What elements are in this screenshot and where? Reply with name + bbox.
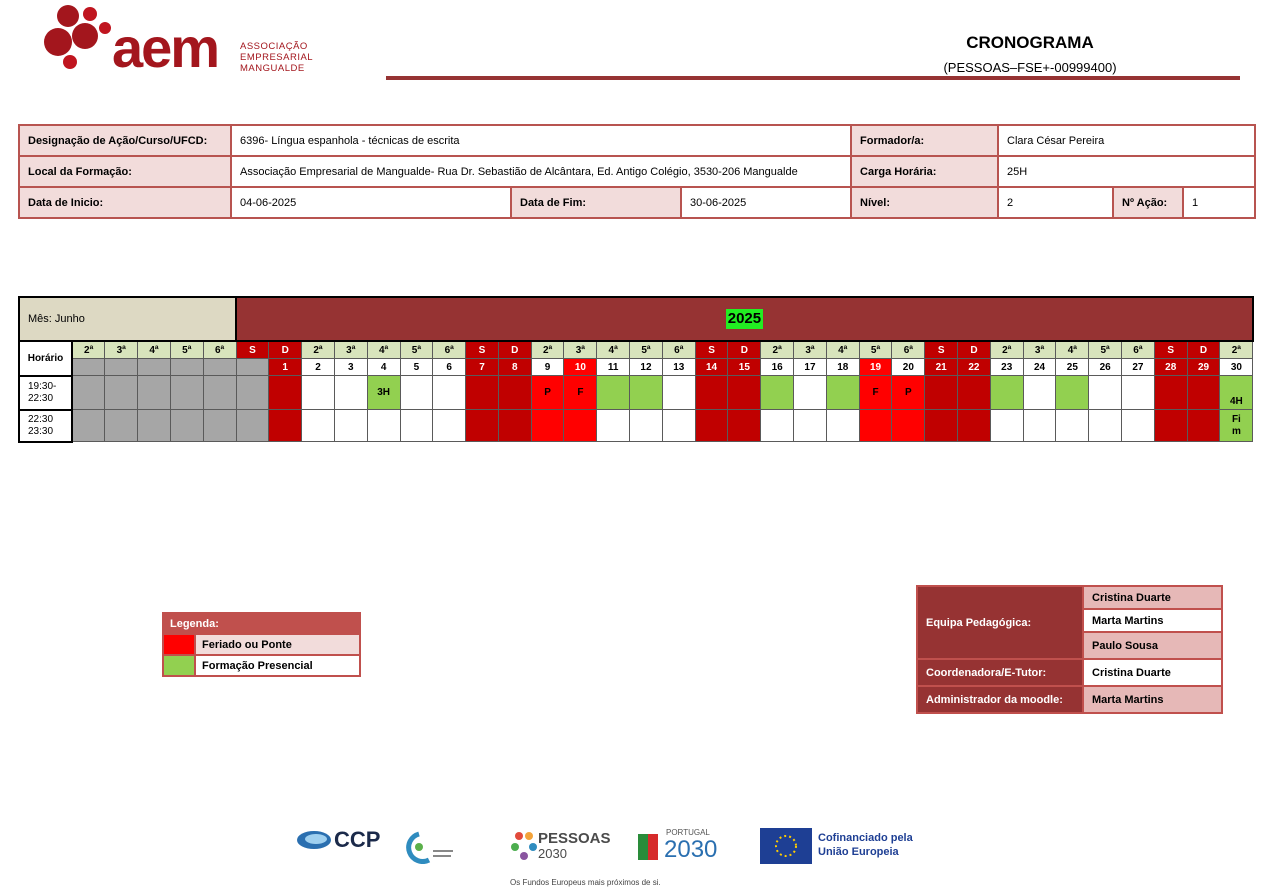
weekday-header: 2ª (302, 341, 335, 359)
weekday-header: D (269, 341, 302, 359)
slot-cell (72, 410, 105, 442)
schedule-table (18, 296, 1254, 443)
slot-cell (302, 376, 335, 410)
weekday-header: D (958, 341, 991, 359)
slot-cell (597, 410, 630, 442)
weekday-header: D (1187, 341, 1220, 359)
weekday-header: 3ª (1023, 341, 1056, 359)
day-number: 9 (531, 359, 564, 376)
slot-cell: P (531, 376, 564, 410)
weekday-header: 6ª (892, 341, 925, 359)
day-number (72, 359, 105, 376)
slot-cell (531, 410, 564, 442)
equipa-label: Equipa Pedagógica: (917, 586, 1083, 659)
weekday-header: S (466, 341, 499, 359)
year-badge: 2025 (727, 310, 762, 327)
slot-cell (367, 410, 400, 442)
weekday-header: 2ª (990, 341, 1023, 359)
coord-value: Cristina Duarte (1083, 659, 1222, 686)
admin-value: Marta Martins (1083, 686, 1222, 713)
day-number: 24 (1023, 359, 1056, 376)
slot-cell (302, 410, 335, 442)
slot-cell (269, 376, 302, 410)
day-number: 2 (302, 359, 335, 376)
day-number: 19 (859, 359, 892, 376)
day-number: 1 (269, 359, 302, 376)
slot-cell (203, 410, 236, 442)
slot-cell (990, 376, 1023, 410)
slot-cell (466, 376, 499, 410)
slot-cell (826, 410, 859, 442)
slot-cell (892, 410, 925, 442)
coord-label: Coordenadora/E-Tutor: (917, 659, 1083, 686)
equipa-member: Marta Martins (1083, 609, 1222, 632)
slot-cell (400, 410, 433, 442)
pessoas-icon (510, 828, 538, 862)
slot-cell (1187, 410, 1220, 442)
legend (162, 612, 361, 677)
legend-swatch-holiday (163, 634, 195, 655)
inicio-value: 04-06-2025 (231, 187, 511, 218)
slot-cell (925, 410, 958, 442)
eu-text-line1: Cofinanciado pela (818, 832, 913, 844)
ccp-swoosh-icon (296, 828, 332, 852)
day-number: 29 (1187, 359, 1220, 376)
slot-cell (958, 410, 991, 442)
weekday-header: 6ª (203, 341, 236, 359)
slot-cell (761, 376, 794, 410)
slot-cell (564, 410, 597, 442)
slot-cell (597, 376, 630, 410)
day-number: 22 (958, 359, 991, 376)
header-divider (386, 76, 1240, 80)
slot-cell (1056, 376, 1089, 410)
slot-cell: F (564, 376, 597, 410)
carga-label: Carga Horária: (851, 156, 998, 187)
slot-cell (728, 376, 761, 410)
legend-label-holiday: Feriado ou Ponte (195, 634, 360, 655)
weekday-header: S (695, 341, 728, 359)
weekday-header: 3ª (564, 341, 597, 359)
day-number: 25 (1056, 359, 1089, 376)
day-number: 8 (498, 359, 531, 376)
slot-cell (1023, 376, 1056, 410)
portugal-flag-icon (638, 828, 660, 862)
slot-cell: P (892, 376, 925, 410)
formador-value: Clara César Pereira (998, 125, 1255, 156)
portugal-2030-logo (638, 828, 718, 867)
equipa-member: Paulo Sousa (1083, 632, 1222, 659)
designacao-label: Designação de Ação/Curso/UFCD: (19, 125, 231, 156)
carga-value: 25H (998, 156, 1255, 187)
weekday-header: 6ª (1122, 341, 1155, 359)
portugal-label: PORTUGAL (666, 828, 710, 837)
certified-logo (403, 830, 455, 869)
slot-cell (138, 376, 171, 410)
slot-cell (72, 376, 105, 410)
day-number: 7 (466, 359, 499, 376)
designacao-value: 6396- Língua espanhola - técnicas de escrita (231, 125, 851, 156)
weekday-header: 2ª (531, 341, 564, 359)
slot-cell (138, 410, 171, 442)
day-number: 20 (892, 359, 925, 376)
ccp-text: CCP (334, 827, 381, 852)
legend-title: Legenda: (163, 613, 360, 634)
weekday-header: 5ª (170, 341, 203, 359)
slot-cell (433, 410, 466, 442)
footer-tagline: Os Fundos Europeus mais próximos de si. (510, 878, 661, 887)
weekday-header: S (1154, 341, 1187, 359)
slot-cell (1154, 410, 1187, 442)
day-number (170, 359, 203, 376)
weekday-header: 2ª (72, 341, 105, 359)
day-number: 27 (1122, 359, 1155, 376)
day-number: 3 (334, 359, 367, 376)
fim-label: Data de Fim: (511, 187, 681, 218)
local-value: Associação Empresarial de Mangualde- Rua Dr. Sebastião de Alcântara, Ed. Antigo Colégio, 3530-206 Mangualde (231, 156, 851, 187)
slot-cell (236, 410, 269, 442)
day-number (203, 359, 236, 376)
weekday-header: 3ª (105, 341, 138, 359)
slot-cell (498, 410, 531, 442)
weekday-header: 3ª (794, 341, 827, 359)
slot-cell (1122, 376, 1155, 410)
logo-wordmark: aem (112, 16, 219, 79)
day-number: 13 (662, 359, 695, 376)
day-number: 15 (728, 359, 761, 376)
nivel-value: 2 (998, 187, 1113, 218)
weekday-header: D (498, 341, 531, 359)
inicio-label: Data de Inicio: (19, 187, 231, 218)
day-number (105, 359, 138, 376)
slot-cell (728, 410, 761, 442)
acao-value: 1 (1183, 187, 1255, 218)
equipa-member: Cristina Duarte (1083, 586, 1222, 609)
slot-cell (990, 410, 1023, 442)
weekday-header: 4ª (1056, 341, 1089, 359)
weekday-header: D (728, 341, 761, 359)
slot-cell (662, 410, 695, 442)
slot-cell (1056, 410, 1089, 442)
weekday-header: 4ª (367, 341, 400, 359)
slot-cell (170, 410, 203, 442)
weekday-header: 4ª (597, 341, 630, 359)
day-number: 28 (1154, 359, 1187, 376)
day-number: 26 (1089, 359, 1122, 376)
eu-logo (760, 828, 913, 869)
slot-cell (1089, 410, 1122, 442)
course-info-table (18, 124, 1256, 219)
slot-cell (630, 410, 663, 442)
slot-cell (695, 410, 728, 442)
slot-cell (925, 376, 958, 410)
slot-cell (794, 376, 827, 410)
team-table (916, 585, 1223, 714)
slot-cell (761, 410, 794, 442)
slot-cell (498, 376, 531, 410)
day-number: 4 (367, 359, 400, 376)
eu-flag-icon (760, 828, 812, 864)
legend-swatch-presencial (163, 655, 195, 676)
day-number: 23 (990, 359, 1023, 376)
slot-cell (630, 376, 663, 410)
logo-dots-icon (40, 0, 120, 80)
year-cell (236, 297, 1253, 341)
weekday-header: 6ª (662, 341, 695, 359)
slot-cell (1154, 376, 1187, 410)
weekday-header: 5ª (1089, 341, 1122, 359)
slot-cell (958, 376, 991, 410)
page-title: CRONOGRAMA (966, 33, 1094, 52)
slot-cell (170, 376, 203, 410)
weekday-header: 2ª (1220, 341, 1253, 359)
slot-cell (1187, 376, 1220, 410)
page-subtitle: (PESSOAS–FSE+-00999400) (943, 60, 1117, 75)
slot-cell (826, 376, 859, 410)
acao-label: Nº Ação: (1113, 187, 1183, 218)
slot-cell (334, 376, 367, 410)
admin-label: Administrador da moodle: (917, 686, 1083, 713)
pessoas-text: PESSOAS (538, 830, 611, 847)
day-number: 17 (794, 359, 827, 376)
weekday-header: S (925, 341, 958, 359)
slot-cell: 3H (367, 376, 400, 410)
eu-text-line2: União Europeia (818, 846, 899, 858)
day-number: 14 (695, 359, 728, 376)
weekday-header: 5ª (400, 341, 433, 359)
weekday-header: 5ª (630, 341, 663, 359)
day-number: 5 (400, 359, 433, 376)
weekday-header: 2ª (761, 341, 794, 359)
slot-cell (859, 410, 892, 442)
day-number: 21 (925, 359, 958, 376)
slot-cell (466, 410, 499, 442)
nivel-label: Nível: (851, 187, 998, 218)
slot-cell (662, 376, 695, 410)
slot-cell (794, 410, 827, 442)
day-number: 30 (1220, 359, 1253, 376)
weekday-header: 4ª (138, 341, 171, 359)
weekday-header: S (236, 341, 269, 359)
slot-cell: F (859, 376, 892, 410)
slot-cell (105, 376, 138, 410)
slot-cell: 4H (1220, 376, 1253, 410)
day-number: 6 (433, 359, 466, 376)
slot-cell: Fi m (1220, 410, 1253, 442)
day-number (138, 359, 171, 376)
slot-cell (433, 376, 466, 410)
day-number: 12 (630, 359, 663, 376)
weekday-header: 5ª (859, 341, 892, 359)
day-number: 11 (597, 359, 630, 376)
day-number: 16 (761, 359, 794, 376)
pessoas-2030-logo (510, 828, 611, 867)
slot-cell (1122, 410, 1155, 442)
local-label: Local da Formação: (19, 156, 231, 187)
slot-cell (269, 410, 302, 442)
slot-cell (1023, 410, 1056, 442)
certified-seal-icon (403, 830, 455, 864)
slot-cell (695, 376, 728, 410)
slot-cell (400, 376, 433, 410)
slot-cell (236, 376, 269, 410)
day-number: 18 (826, 359, 859, 376)
weekday-header: 6ª (433, 341, 466, 359)
pessoas-year: 2030 (538, 846, 567, 861)
slot-cell (1089, 376, 1122, 410)
slot-cell (203, 376, 236, 410)
formador-label: Formador/a: (851, 125, 998, 156)
slot-time-label: 19:30- 22:30 (19, 376, 72, 410)
slot-cell (334, 410, 367, 442)
fim-value: 30-06-2025 (681, 187, 851, 218)
weekday-header: 4ª (826, 341, 859, 359)
logo-subtitle: ASSOCIAÇÃO EMPRESARIAL MANGUALDE (240, 41, 314, 74)
weekday-header: 3ª (334, 341, 367, 359)
day-number: 10 (564, 359, 597, 376)
month-label: Mês: Junho (19, 297, 236, 341)
day-number (236, 359, 269, 376)
horario-label: Horário (19, 341, 72, 376)
slot-cell (105, 410, 138, 442)
ccp-logo (296, 827, 381, 857)
slot-time-label: 22:30 23:30 (19, 410, 72, 442)
legend-label-presencial: Formação Presencial (195, 655, 360, 676)
portugal-year: 2030 (664, 836, 718, 863)
